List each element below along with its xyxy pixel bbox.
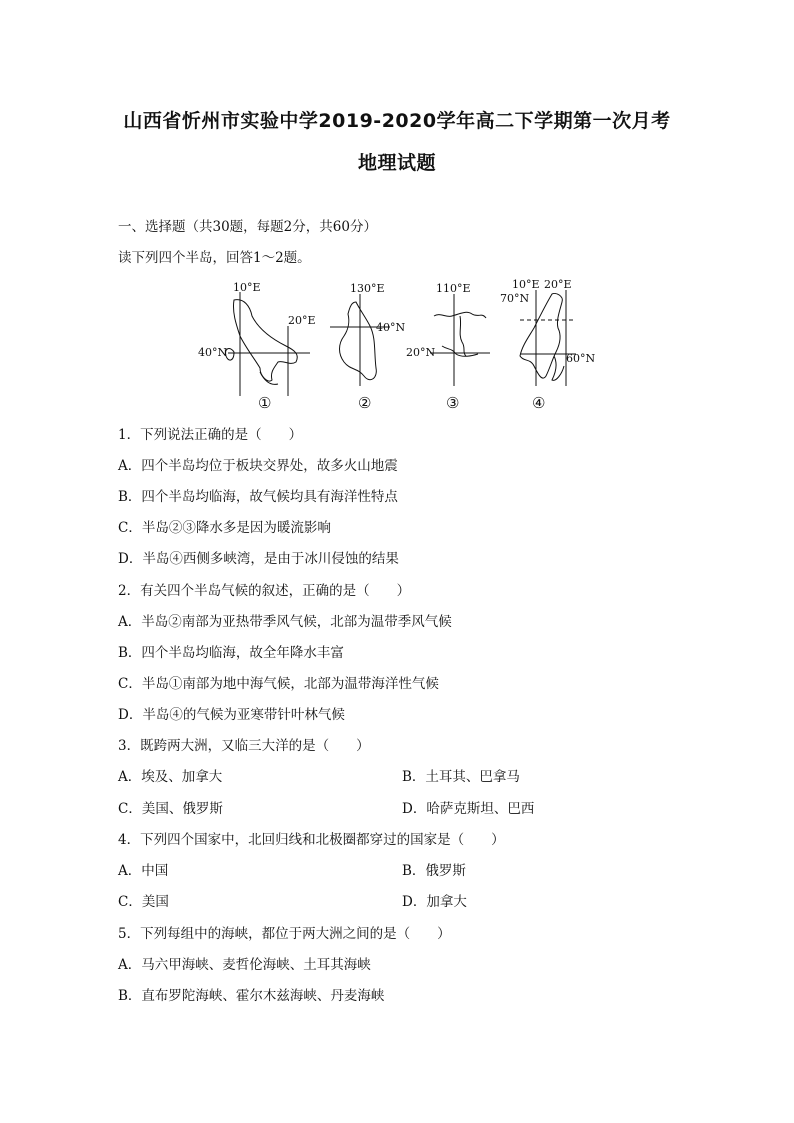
map-2-number: ② <box>358 394 372 412</box>
question-4-option-a: A．中国 <box>118 863 169 879</box>
question-2-option-a: A．半岛②南部为亚热带季风气候，北部为温带季风气候 <box>118 614 452 630</box>
map-4-number: ④ <box>532 394 546 412</box>
map-1-label-lon-1: 10°E <box>233 281 261 294</box>
map-4-label-lon-2: 20°E <box>544 278 572 291</box>
question-2-option-b: B．四个半岛均临海，故全年降水丰富 <box>118 645 344 661</box>
question-4-option-d: D．加拿大 <box>402 894 467 910</box>
question-intro: 读下列四个半岛，回答1～2题。 <box>118 250 311 266</box>
map-1-label-lon-2: 20°E <box>288 314 316 327</box>
question-2-option-c: C．半岛①南部为地中海气候，北部为温带海洋性气候 <box>118 676 439 692</box>
page-subtitle: 地理试题 <box>357 152 436 174</box>
question-1-option-b: B．四个半岛均临海，故气候均具有海洋性特点 <box>118 489 398 505</box>
map-3-number: ③ <box>446 394 460 412</box>
page-title: 山西省忻州市实验中学2019-2020学年高二下学期第一次月考 <box>123 110 671 132</box>
question-4-option-c: C．美国 <box>118 894 169 910</box>
question-1-stem: 1．下列说法正确的是（ ） <box>118 427 303 443</box>
map-1-number: ① <box>258 394 272 412</box>
question-3-stem: 3．既跨两大洲，又临三大洋的是（ ） <box>118 738 370 754</box>
question-3-option-a: A．埃及、加拿大 <box>118 769 223 785</box>
question-4-option-b: B．俄罗斯 <box>402 863 466 879</box>
map-3 <box>430 294 490 386</box>
peninsula-maps-figure <box>190 276 610 416</box>
question-4-stem: 4．下列四个国家中，北回归线和北极圈都穿过的国家是（ ） <box>118 832 505 848</box>
question-2-option-d: D．半岛④的气候为亚寒带针叶林气候 <box>118 707 345 723</box>
map-2-label-lon: 130°E <box>350 282 385 295</box>
question-2-stem: 2．有关四个半岛气候的叙述，正确的是（ ） <box>118 583 411 599</box>
section-heading: 一、选择题（共30题，每题2分，共60分） <box>118 219 377 235</box>
map-1-label-lat: 40°N <box>198 346 228 359</box>
question-1-option-d: D．半岛④西侧多峡湾，是由于冰川侵蚀的结果 <box>118 551 399 567</box>
map-4-label-lon-1: 10°E <box>512 278 540 291</box>
map-4-label-lat-2: 60°N <box>566 352 596 365</box>
question-5-stem: 5．下列每组中的海峡，都位于两大洲之间的是（ ） <box>118 926 451 942</box>
question-3-option-c: C．美国、俄罗斯 <box>118 801 223 817</box>
map-3-label-lat: 20°N <box>406 346 436 359</box>
question-1-option-a: A．四个半岛均位于板块交界处，故多火山地震 <box>118 458 398 474</box>
map-4-label-lat-1: 70°N <box>500 292 530 305</box>
question-1-option-c: C．半岛②③降水多是因为暖流影响 <box>118 520 331 536</box>
map-1 <box>226 292 310 396</box>
question-3-option-b: B．土耳其、巴拿马 <box>402 769 520 785</box>
question-3-option-d: D．哈萨克斯坦、巴西 <box>402 801 535 817</box>
map-3-label-lon: 110°E <box>436 282 471 295</box>
question-5-option-a: A．马六甲海峡、麦哲伦海峡、土耳其海峡 <box>118 957 371 973</box>
question-5-option-b: B．直布罗陀海峡、霍尔木兹海峡、丹麦海峡 <box>118 988 385 1004</box>
map-2 <box>330 294 390 386</box>
map-2-label-lat: 40°N <box>376 321 406 334</box>
